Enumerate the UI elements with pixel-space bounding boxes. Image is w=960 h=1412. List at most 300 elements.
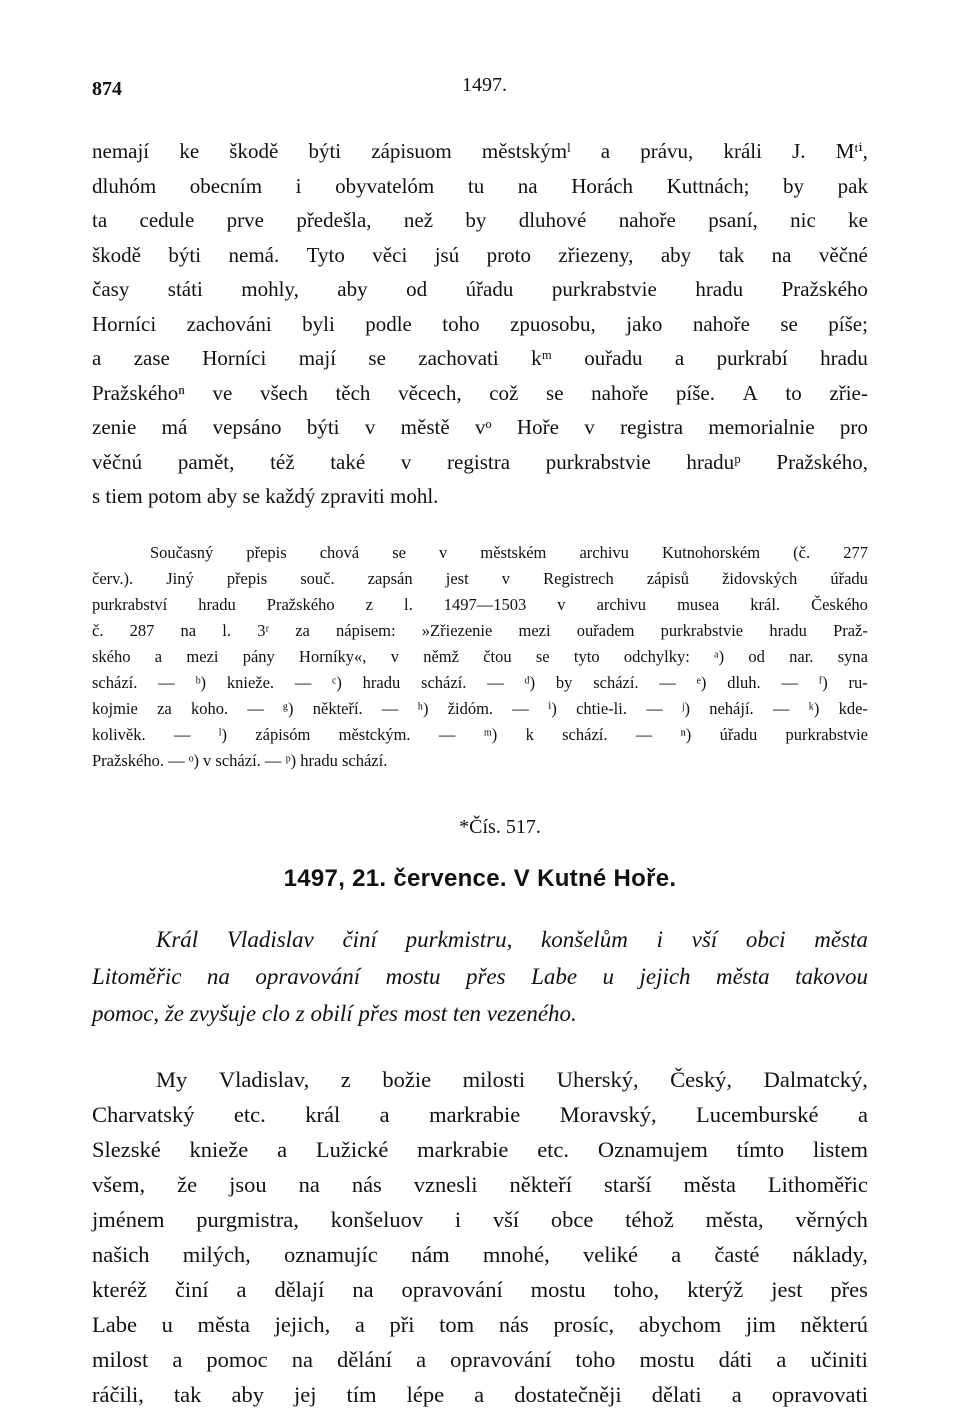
word: mnohé, xyxy=(482,1241,550,1267)
footnote-line xyxy=(92,592,868,618)
word: Kuttnách; xyxy=(666,173,750,198)
word: koho. xyxy=(190,698,229,718)
word: nehájí. xyxy=(709,698,754,718)
word: Moravský, xyxy=(559,1101,657,1127)
word: škodě xyxy=(92,242,141,267)
word: a xyxy=(671,1241,682,1267)
regest-line: pomoc, že zvyšuje clo z obilí přes most ten vezeného. xyxy=(92,1000,577,1026)
word: Pražského xyxy=(266,594,335,614)
word: těch xyxy=(335,380,371,405)
word: věčnú xyxy=(92,449,143,474)
word: hradu xyxy=(362,672,401,692)
word: Lucemburské xyxy=(696,1101,819,1127)
running-head xyxy=(92,70,868,110)
word: hradu xyxy=(820,346,868,370)
word: což xyxy=(489,380,519,405)
word: božie xyxy=(382,1066,432,1092)
word: Horách xyxy=(571,173,634,198)
word: nemají xyxy=(92,139,150,163)
word: v xyxy=(439,542,448,562)
regest-line xyxy=(92,921,868,958)
word: městskýmˡ xyxy=(481,139,571,163)
text-line xyxy=(92,341,868,376)
word: chtie-li. xyxy=(576,698,627,718)
word: — xyxy=(487,672,504,692)
word: věrných xyxy=(795,1206,868,1232)
footnote-line xyxy=(92,670,868,696)
word: Horníky«, xyxy=(299,646,367,666)
word: přepis xyxy=(226,568,268,588)
charter-line xyxy=(92,1272,868,1307)
word: zenie xyxy=(92,415,137,439)
word: proto xyxy=(486,242,531,267)
word: opravování xyxy=(255,963,361,989)
word: milosti xyxy=(462,1066,526,1092)
word: Jiný xyxy=(166,568,194,588)
text-line xyxy=(92,134,868,169)
word: na xyxy=(771,242,792,267)
word: a xyxy=(379,1101,390,1127)
word: všech xyxy=(260,380,308,405)
word: dáti xyxy=(718,1346,753,1372)
word: — xyxy=(173,724,191,744)
text-line xyxy=(92,410,868,445)
word: aby xyxy=(337,277,368,301)
word: veliké xyxy=(582,1241,638,1267)
word: purgmistra, xyxy=(196,1206,299,1232)
charter-line xyxy=(92,1342,868,1377)
word: jako xyxy=(626,311,663,336)
word: schází. xyxy=(562,724,608,744)
word: hradu xyxy=(769,620,807,640)
word: býti xyxy=(308,139,342,163)
word: — xyxy=(158,672,175,692)
word: obyvatelóm xyxy=(335,173,435,198)
word: za xyxy=(295,620,310,640)
word: abychom xyxy=(638,1311,722,1337)
word: tu xyxy=(467,173,485,198)
continuation-text xyxy=(92,134,868,514)
word: — xyxy=(294,672,312,692)
word: prve xyxy=(226,208,264,232)
word: se xyxy=(780,311,798,336)
word: v xyxy=(400,449,412,474)
word: Uherský, xyxy=(556,1066,639,1092)
word: dluhové xyxy=(518,208,587,232)
word: 287 xyxy=(129,620,155,640)
word: nám xyxy=(410,1241,450,1267)
book-page xyxy=(92,70,868,1412)
word: (č. xyxy=(793,542,811,562)
word: u xyxy=(602,963,615,989)
word: lépe xyxy=(406,1381,445,1407)
word: věčné xyxy=(818,242,868,267)
word: — xyxy=(772,698,790,718)
word: od xyxy=(406,277,428,301)
word: zápisuom xyxy=(371,139,452,163)
word: »Zřiezenie xyxy=(421,620,493,640)
word: — xyxy=(247,698,264,718)
word: na xyxy=(298,1171,320,1197)
charter-line xyxy=(92,1132,868,1167)
word: Praž- xyxy=(833,620,868,640)
word: a xyxy=(474,1381,485,1407)
word: kteréž xyxy=(92,1276,147,1302)
word: hraduᵖ xyxy=(686,449,741,474)
word: dělají xyxy=(274,1276,325,1302)
word: toho xyxy=(575,1346,616,1372)
word: králi xyxy=(723,139,762,163)
word: píše; xyxy=(828,311,868,336)
footnote-line xyxy=(92,566,868,592)
word: někteří. xyxy=(312,698,363,718)
page-number: 874 xyxy=(92,78,122,100)
word: Registrech xyxy=(543,568,614,588)
word: — xyxy=(646,698,663,718)
word: zápisóm xyxy=(255,724,311,744)
word: města xyxy=(716,963,770,989)
word: vznesli xyxy=(413,1171,478,1197)
word: mezi xyxy=(186,646,219,666)
word: k xyxy=(525,724,534,744)
word: Hoře xyxy=(516,415,559,439)
word: z xyxy=(340,1066,351,1092)
word: se xyxy=(392,542,406,562)
word: jim xyxy=(745,1311,776,1337)
word: zapsán xyxy=(367,568,413,588)
document-date-place: 1497, 21. července. V Kutné Hoře. xyxy=(283,864,677,892)
word: městském xyxy=(480,542,547,562)
word: konšelům xyxy=(541,926,628,952)
word: l. xyxy=(404,594,413,614)
word: — xyxy=(438,724,456,744)
word: Horníci xyxy=(202,346,267,370)
word: a xyxy=(172,1346,183,1372)
word: opravování xyxy=(401,1276,503,1302)
word: schází. xyxy=(92,672,138,692)
word: býti xyxy=(306,415,340,439)
word: ke xyxy=(848,208,868,232)
running-head-year: 1497. xyxy=(462,74,507,96)
footnote-block xyxy=(92,540,868,774)
word: některú xyxy=(800,1311,868,1337)
word: činí xyxy=(342,926,377,952)
word: na xyxy=(352,1276,374,1302)
word: cedule xyxy=(139,208,195,232)
word: ke xyxy=(179,139,200,163)
word: ᵍ) xyxy=(283,698,294,718)
text-line xyxy=(92,238,868,273)
word: — xyxy=(635,724,653,744)
word: toho, xyxy=(613,1276,660,1302)
word: v xyxy=(364,415,376,439)
word: a xyxy=(857,1101,868,1127)
word: zpuosobu, xyxy=(510,311,596,336)
word: na xyxy=(180,620,197,640)
word: při xyxy=(389,1311,415,1337)
word: — xyxy=(781,672,798,692)
charter-line xyxy=(92,1377,868,1412)
word: dělati xyxy=(651,1381,702,1407)
word: i xyxy=(656,926,663,952)
word: král xyxy=(305,1101,341,1127)
word: purkrabí xyxy=(716,346,788,370)
word: Vladislav, xyxy=(218,1066,310,1092)
word: toho xyxy=(442,311,480,336)
word: a xyxy=(277,1136,288,1162)
word: archivu xyxy=(596,594,647,614)
word: souč. xyxy=(300,568,335,588)
text-line xyxy=(92,376,868,411)
word: purkrabstvie xyxy=(785,724,868,744)
word: časy xyxy=(92,277,130,301)
word: purkrabstvie xyxy=(551,277,657,301)
word: nic xyxy=(790,208,816,232)
word: úřadu xyxy=(465,277,514,301)
word: i xyxy=(454,1206,462,1232)
word: memorialnie xyxy=(708,415,815,439)
word: markrabie xyxy=(429,1101,521,1127)
word: nar. xyxy=(789,646,814,666)
word: starší xyxy=(603,1171,652,1197)
word: Litoměřic xyxy=(92,963,182,989)
word: markrabie xyxy=(417,1136,509,1162)
word: jest xyxy=(445,568,469,588)
word: ᵈ) xyxy=(524,672,536,692)
word: knieže. xyxy=(226,672,275,692)
word: státi xyxy=(167,277,203,301)
text-line: s tiem potom aby se každý zpraviti mohl. xyxy=(92,484,439,508)
word: jej xyxy=(294,1381,317,1407)
word: A xyxy=(742,380,758,405)
word: ᵉ) xyxy=(696,672,707,692)
charter-line xyxy=(92,1167,868,1202)
word: dluh. xyxy=(727,672,761,692)
word: za xyxy=(157,698,172,718)
word: dělání xyxy=(337,1346,392,1372)
word: J. xyxy=(792,139,806,163)
word: My xyxy=(156,1066,188,1092)
word: konšeluov xyxy=(330,1206,424,1232)
word: Českého xyxy=(811,594,868,614)
footnote-line: Pražského. — ᵒ) v schází. — ᵖ) hradu schází. xyxy=(92,750,388,770)
word: a xyxy=(600,139,611,163)
footnote-line xyxy=(92,644,868,670)
word: má xyxy=(161,415,188,439)
footnote-line xyxy=(92,540,868,566)
word: nápisem: xyxy=(336,620,396,640)
word: Současný xyxy=(150,542,214,562)
word: Slezské xyxy=(92,1136,161,1162)
word: židovských xyxy=(722,568,798,588)
word: knieže xyxy=(189,1136,249,1162)
word: Mᵗⁱ, xyxy=(835,139,868,163)
word: psaní, xyxy=(708,208,758,232)
word: ouřadem xyxy=(576,620,635,640)
word: chová xyxy=(319,542,360,562)
word: nás xyxy=(351,1171,382,1197)
word: ʲ) xyxy=(681,698,690,718)
word: časté xyxy=(714,1241,760,1267)
word: Labe xyxy=(92,1311,137,1337)
word: by xyxy=(465,208,487,232)
word: městě xyxy=(400,415,450,439)
word: ráčili, xyxy=(92,1381,144,1407)
word: čtou xyxy=(483,646,512,666)
word: obci xyxy=(745,926,786,952)
word: to xyxy=(785,380,802,405)
word: úřadu xyxy=(719,724,758,744)
word: obce xyxy=(550,1206,594,1232)
word: kolivěk. xyxy=(92,724,146,744)
word: mohly, xyxy=(241,277,299,301)
word: právu, xyxy=(640,139,694,163)
regest-summary xyxy=(92,921,868,1032)
footnote-line xyxy=(92,696,868,722)
word: Kutnohorském xyxy=(662,542,761,562)
word: by xyxy=(555,672,573,692)
document-number: *Čís. 517. xyxy=(459,815,541,838)
word: purkmistru, xyxy=(405,926,513,952)
word: přes xyxy=(465,963,506,989)
word: purkrabstvie xyxy=(545,449,651,474)
word: opravovati xyxy=(771,1381,868,1407)
word: nahoře xyxy=(591,380,649,405)
word: 3ʳ xyxy=(257,620,270,640)
word: a xyxy=(674,346,685,370)
word: věcech, xyxy=(398,380,462,405)
word: 1497—1503 xyxy=(443,594,527,614)
word: syna xyxy=(837,646,868,666)
word: — xyxy=(659,672,676,692)
word: opravování xyxy=(450,1346,552,1372)
text-line xyxy=(92,169,868,204)
word: kojmie xyxy=(92,698,138,718)
charter-line xyxy=(92,1237,868,1272)
word: a xyxy=(354,1311,365,1337)
word: pamět, xyxy=(177,449,235,474)
word: červ.). xyxy=(92,568,134,588)
word: přes xyxy=(830,1276,868,1302)
word: nahoře xyxy=(692,311,750,336)
text-line xyxy=(92,445,868,480)
word: Král xyxy=(156,926,199,952)
word: tom xyxy=(439,1311,475,1337)
word: mají xyxy=(298,346,337,370)
word: zase xyxy=(133,346,170,370)
footnote-line xyxy=(92,618,868,644)
word: na xyxy=(291,1346,313,1372)
word: města, xyxy=(705,1206,764,1232)
word: jejich xyxy=(639,963,691,989)
word: úřadu xyxy=(830,568,868,588)
word: činí xyxy=(174,1276,209,1302)
word: listem xyxy=(812,1136,868,1162)
text-line xyxy=(92,272,868,307)
word: pak xyxy=(837,173,868,198)
word: a xyxy=(776,1346,787,1372)
word: Horníci xyxy=(92,311,157,336)
word: tím xyxy=(346,1381,377,1407)
word: někteří xyxy=(509,1171,572,1197)
word: ve xyxy=(212,380,233,405)
word: zachováni xyxy=(186,311,272,336)
word: Lithoměřic xyxy=(767,1171,868,1197)
word: vší xyxy=(691,926,718,952)
word: zřiezeny, xyxy=(558,242,634,267)
word: věci xyxy=(372,242,408,267)
word: etc. xyxy=(537,1136,570,1162)
word: ᵐ) xyxy=(483,724,498,744)
word: zřie- xyxy=(829,380,868,405)
word: — xyxy=(381,698,399,718)
word: schází. xyxy=(421,672,467,692)
word: také xyxy=(330,449,366,474)
word: se xyxy=(535,646,550,666)
word: němž xyxy=(423,646,459,666)
word: jsú xyxy=(434,242,460,267)
word: odchylky: xyxy=(623,646,690,666)
word: Pražskéhoⁿ xyxy=(92,380,185,405)
charter-line xyxy=(92,1062,868,1097)
charter-text xyxy=(92,1062,868,1412)
word: předešla, xyxy=(296,208,372,232)
word: jménem xyxy=(92,1206,165,1232)
word: jsou xyxy=(229,1171,267,1197)
word: schází. xyxy=(593,672,639,692)
word: Oznamujem xyxy=(597,1136,708,1162)
word: mezi xyxy=(518,620,551,640)
word: Český, xyxy=(670,1066,733,1092)
word: tak xyxy=(173,1381,202,1407)
word: ᵇ) xyxy=(195,672,207,692)
word: města xyxy=(197,1311,250,1337)
footnote-line xyxy=(92,722,868,748)
charter-line xyxy=(92,1097,868,1132)
word: tyto xyxy=(573,646,600,666)
word: též xyxy=(270,449,295,474)
word: že xyxy=(177,1171,198,1197)
word: nemá. xyxy=(228,242,280,267)
word: mostu xyxy=(639,1346,695,1372)
word: a xyxy=(236,1276,247,1302)
word: kterýž xyxy=(687,1276,744,1302)
word: obecním xyxy=(189,173,263,198)
word: a xyxy=(92,346,102,370)
word: aby xyxy=(231,1381,264,1407)
word: na xyxy=(206,963,230,989)
word: nás xyxy=(498,1311,529,1337)
word: našich xyxy=(92,1241,150,1267)
word: jest xyxy=(771,1276,803,1302)
word: takovou xyxy=(795,963,868,989)
word: č. xyxy=(92,620,104,640)
word: škodě xyxy=(229,139,279,163)
text-line xyxy=(92,203,868,238)
word: 277 xyxy=(843,542,868,562)
word: milých, xyxy=(182,1241,251,1267)
word: Charvatský xyxy=(92,1101,195,1127)
word: registra xyxy=(620,415,684,439)
charter-line xyxy=(92,1202,868,1237)
word: by xyxy=(783,173,805,198)
word: dostatečněji xyxy=(514,1381,622,1407)
word: v xyxy=(390,646,399,666)
word: ⁿ) xyxy=(680,724,692,744)
word: Lužické xyxy=(315,1136,389,1162)
word: a xyxy=(416,1346,427,1372)
word: etc. xyxy=(233,1101,266,1127)
